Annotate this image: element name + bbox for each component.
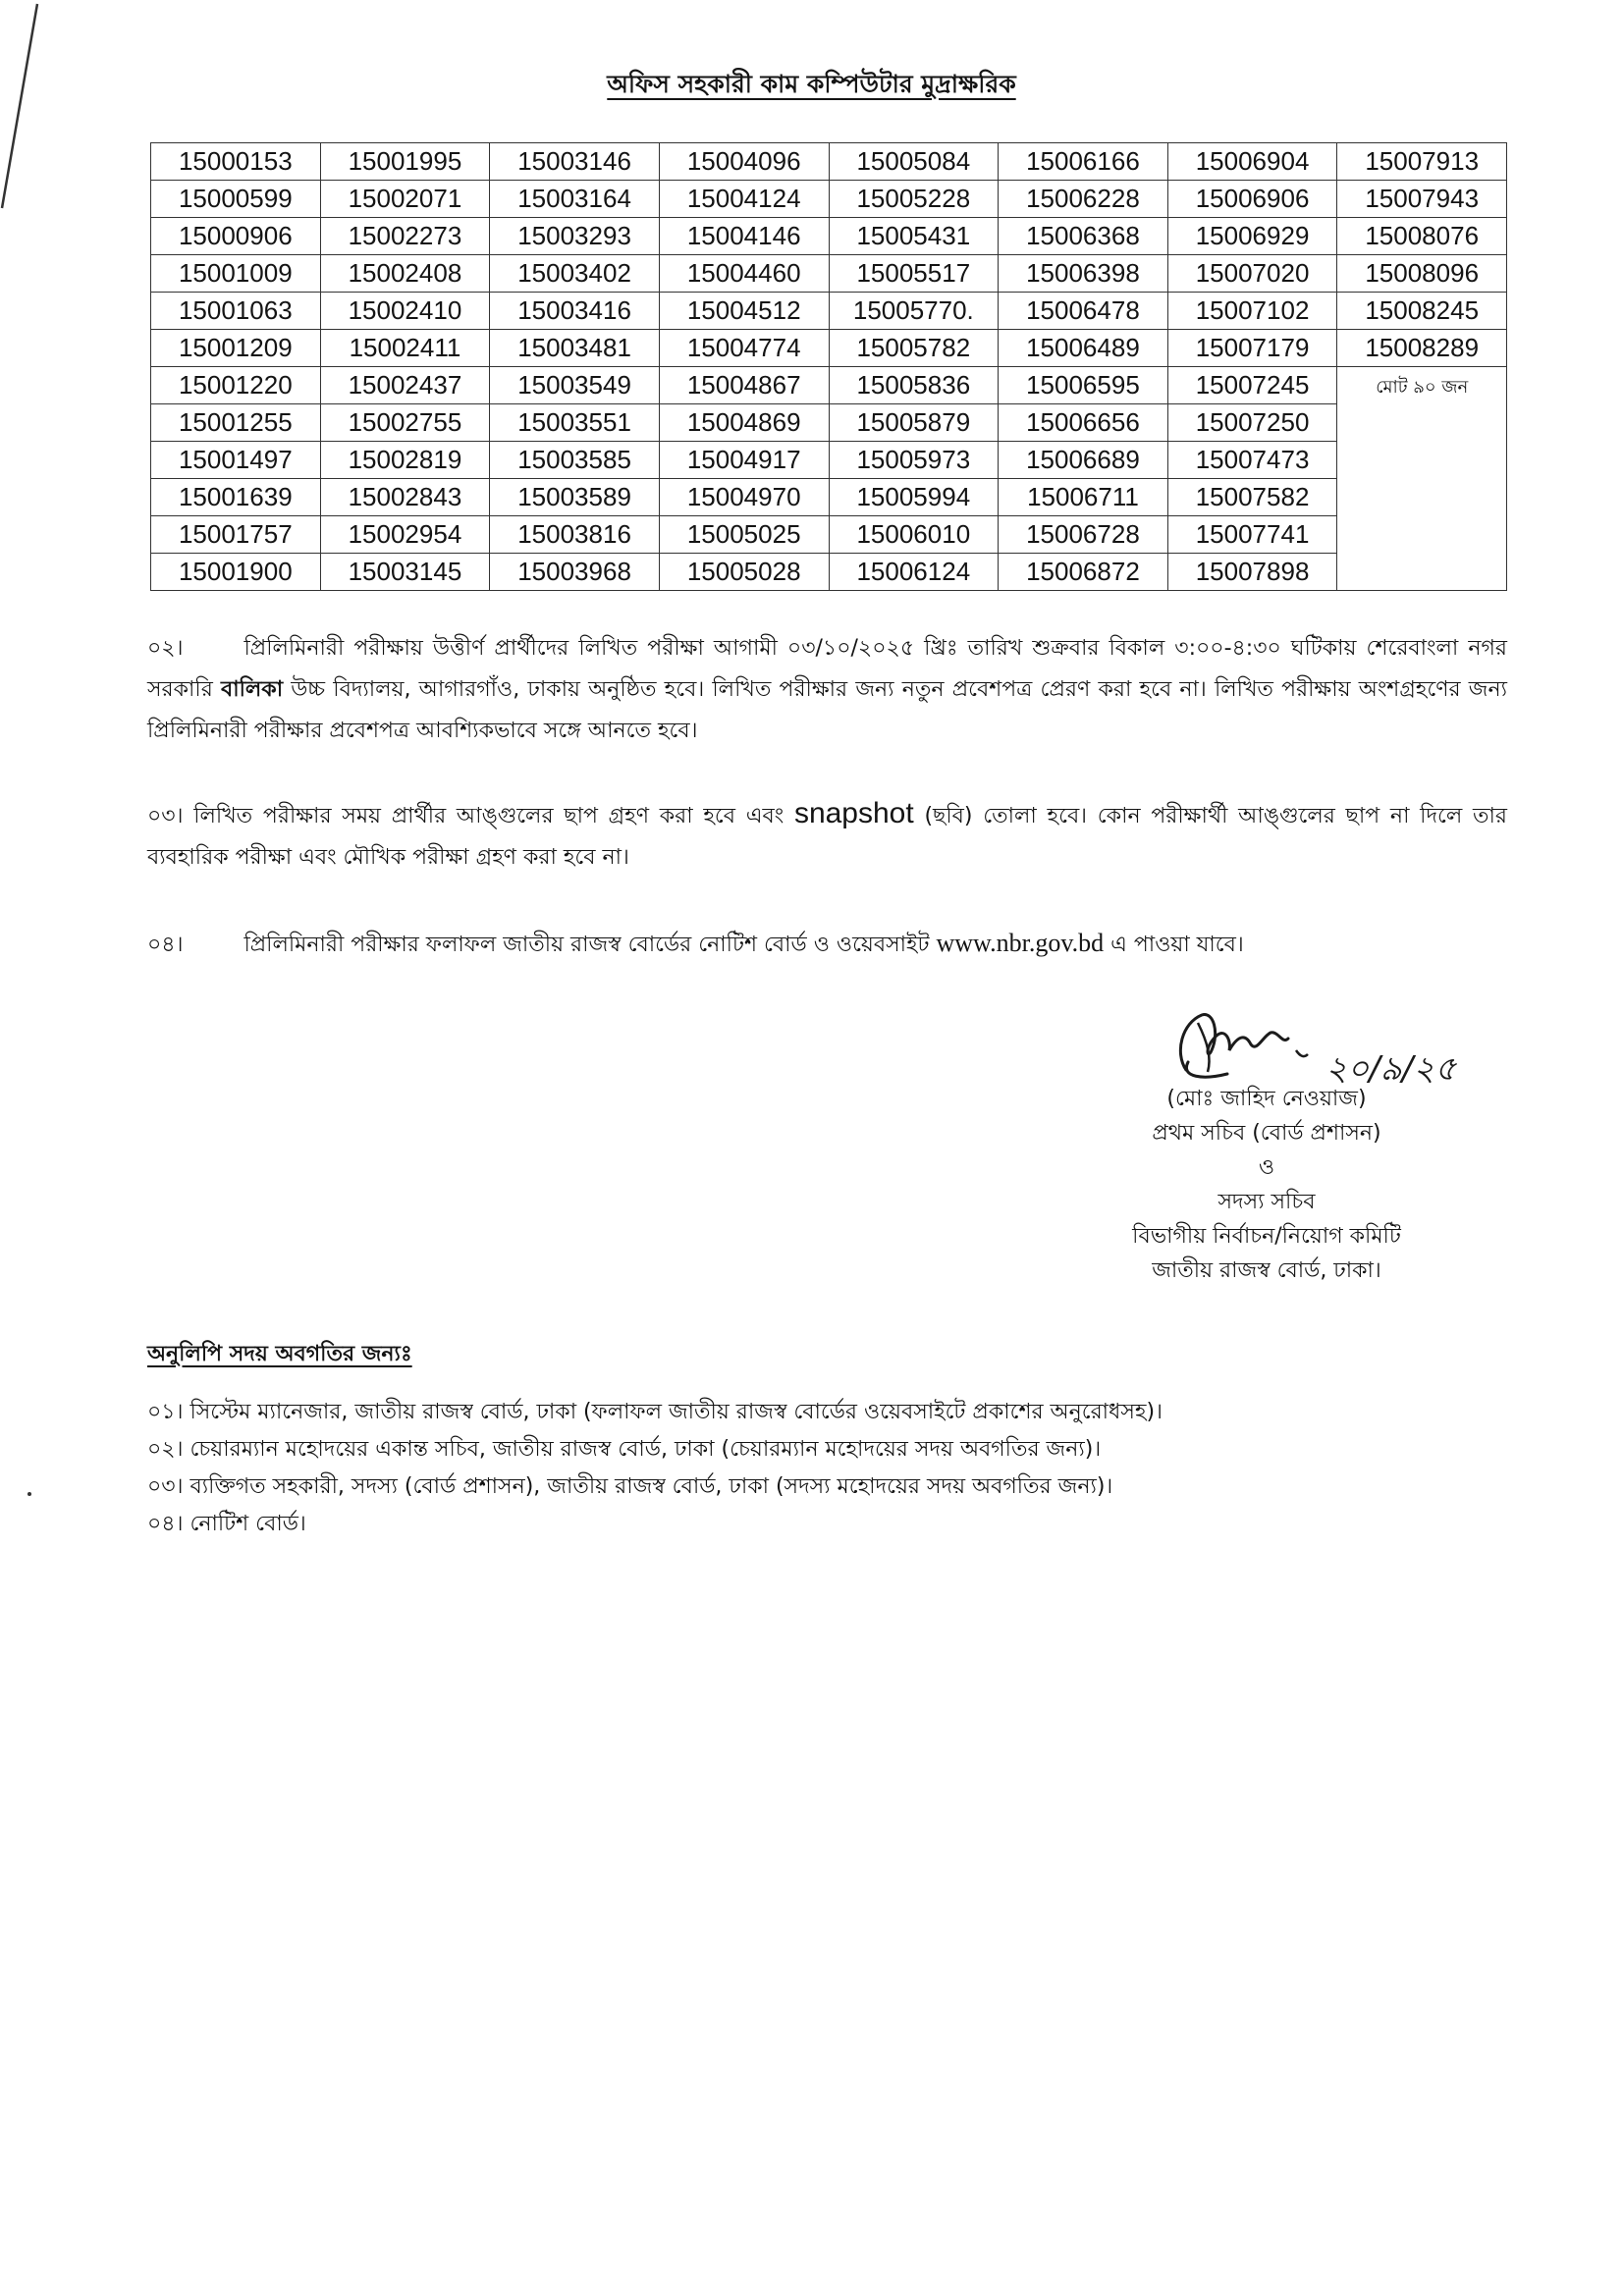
signatory-office: জাতীয় রাজস্ব বোর্ড, ঢাকা।	[1152, 1258, 1381, 1283]
table-row	[151, 181, 1507, 218]
roll-number-cell: 15003146	[490, 143, 660, 181]
roll-number-cell: 15004460	[659, 255, 829, 293]
table-row	[151, 218, 1507, 255]
table-row	[151, 255, 1507, 293]
roll-number-cell: 15001063	[151, 293, 321, 330]
roll-number-cell: 15004917	[659, 442, 829, 479]
table-row	[151, 330, 1507, 367]
roll-number-cell: 15004146	[659, 218, 829, 255]
copy-to-item: ০১। সিস্টেম ম্যানেজার, জাতীয় রাজস্ব বোর্ড, ঢাকা (ফলাফল জাতীয় রাজস্ব বোর্ডের ওয়েবসাইটে প্রকাশের অনুরোধসহ)।	[147, 1400, 1163, 1424]
roll-number-cell: 15003145	[320, 554, 490, 591]
signatory-designation: প্রথম সচিব (বোর্ড প্রশাসন)	[1152, 1121, 1381, 1146]
margin-mark-line	[0, 0, 39, 216]
roll-number-cell: 15006904	[1167, 143, 1337, 181]
roll-number-cell: 15000153	[151, 143, 321, 181]
total-count-cell: মোট ৯০ জন	[1337, 367, 1507, 591]
roll-number-cell: 15003816	[490, 516, 660, 554]
roll-number-cell: 15002273	[320, 218, 490, 255]
roll-number-cell: 15003585	[490, 442, 660, 479]
roll-number-cell: 15006872	[999, 554, 1168, 591]
roll-number-cell: 15003293	[490, 218, 660, 255]
roll-number-cell: 15003968	[490, 554, 660, 591]
roll-number-cell: 15005025	[659, 516, 829, 554]
paragraph-text: প্রিলিমিনারী পরীক্ষার ফলাফল জাতীয় রাজস্ব বোর্ডের নোটিশ বোর্ড ও ওয়েবসাইট	[243, 933, 937, 957]
roll-number-cell: 15005879	[829, 404, 999, 442]
roll-number-cell: 15001900	[151, 554, 321, 591]
roll-number-cell: 15004970	[659, 479, 829, 516]
roll-number-cell: 15006228	[999, 181, 1168, 218]
roll-number-cell: 15001497	[151, 442, 321, 479]
roll-number-cell: 15005431	[829, 218, 999, 255]
roll-number-cell: 15004512	[659, 293, 829, 330]
copy-to-item: ০৩। ব্যক্তিগত সহকারী, সদস্য (বোর্ড প্রশাসন), জাতীয় রাজস্ব বোর্ড, ঢাকা (সদস্য মহোদয়ের সদয় অবগতির জন্য)।	[147, 1474, 1113, 1499]
table-row	[151, 442, 1507, 479]
roll-number-cell: 15003164	[490, 181, 660, 218]
roll-number-cell: 15001209	[151, 330, 321, 367]
roll-number-cell: 15007898	[1167, 554, 1337, 591]
roll-number-cell: 15008076	[1337, 218, 1507, 255]
roll-number-cell: 15004096	[659, 143, 829, 181]
roll-number-cell: 15006166	[999, 143, 1168, 181]
roll-number-cell: 15006728	[999, 516, 1168, 554]
roll-number-cell: 15006711	[999, 479, 1168, 516]
copy-to-item: ০৪। নোটিশ বোর্ড।	[147, 1512, 306, 1536]
signatory-and: ও	[1258, 1155, 1275, 1180]
website-url: www.nbr.gov.bd	[936, 929, 1105, 957]
table-row	[151, 367, 1507, 404]
roll-number-cell: 15007245	[1167, 367, 1337, 404]
roll-number-cell: 15006906	[1167, 181, 1337, 218]
roll-number-cell: 15008096	[1337, 255, 1507, 293]
table-row	[151, 404, 1507, 442]
roll-number-cell: 15006398	[999, 255, 1168, 293]
roll-number-cell: 15006689	[999, 442, 1168, 479]
paragraph-03	[147, 793, 1507, 879]
paragraph-number: ০৪।	[147, 933, 184, 957]
roll-number-cell: 15002954	[320, 516, 490, 554]
roll-number-cell: 15002755	[320, 404, 490, 442]
signature-date: ২০/৯/২৫	[1325, 1049, 1457, 1089]
roll-number-cell: 15001639	[151, 479, 321, 516]
roll-number-cell: 15005973	[829, 442, 999, 479]
paragraph-text: (ছবি) তোলা হবে। কোন পরীক্ষার্থী আঙ্গুলের ছাপ না দিলে তার ব্যবহারিক পরীক্ষা এবং মৌখিক পরীক্ষা গ্রহণ করা হবে না।	[147, 804, 1507, 870]
roll-number-cell: 15003402	[490, 255, 660, 293]
copy-to-item: ০২। চেয়ারম্যান মহোদয়ের একান্ত সচিব, জাতীয় রাজস্ব বোর্ড, ঢাকা (চেয়ারম্যান মহোদয়ের সদয় অবগতির জন্য)।	[147, 1437, 1102, 1462]
roll-number-cell: 15006010	[829, 516, 999, 554]
paragraph-number: ০৩।	[147, 804, 184, 828]
paragraph-text: প্রিলিমিনারী পরীক্ষায় উত্তীর্ণ প্রার্থীদের লিখিত পরীক্ষা আগামী ০৩/১০/২০২৫ খ্রিঃ তারিখ শুক্রবার বিকাল ৩:০০-৪:৩০ ঘটিকায় শেরেবাংলা নগর সরকারি	[147, 636, 1507, 702]
roll-number-cell: 15006124	[829, 554, 999, 591]
roll-number-cell: 15003416	[490, 293, 660, 330]
copy-to-heading: অনুলিপি সদয় অবগতির জন্যঃ	[147, 1342, 412, 1366]
roll-number-cell: 15006595	[999, 367, 1168, 404]
roll-number-cell: 15003481	[490, 330, 660, 367]
table-row	[151, 143, 1507, 181]
roll-number-cell: 15006929	[1167, 218, 1337, 255]
signatory-committee: বিভাগীয় নির্বাচন/নিয়োগ কমিটি	[1132, 1224, 1401, 1249]
roll-number-cell: 15002437	[320, 367, 490, 404]
roll-number-cell: 15008289	[1337, 330, 1507, 367]
roll-number-cell: 15002411	[320, 330, 490, 367]
roll-number-cell: 15005228	[829, 181, 999, 218]
copy-to-list	[147, 1394, 1507, 1543]
signatory-role: সদস্য সচিব	[1217, 1190, 1316, 1214]
roll-number-cell: 15002843	[320, 479, 490, 516]
roll-number-cell: 15007913	[1337, 143, 1507, 181]
roll-number-cell: 15004869	[659, 404, 829, 442]
roll-number-cell: 15005770.	[829, 293, 999, 330]
roll-number-cell: 15003551	[490, 404, 660, 442]
roll-number-cell: 15002408	[320, 255, 490, 293]
paragraph-text: এ পাওয়া যাবে।	[1104, 933, 1244, 957]
scan-speck	[27, 1492, 31, 1496]
roll-number-cell: 15004867	[659, 367, 829, 404]
roll-number-cell: 15006489	[999, 330, 1168, 367]
roll-number-cell: 15005517	[829, 255, 999, 293]
roll-number-cell: 15001255	[151, 404, 321, 442]
table-row	[151, 479, 1507, 516]
page-title: অফিস সহকারী কাম কম্পিউটার মুদ্রাক্ষরিক	[607, 70, 1016, 98]
roll-number-cell: 15002071	[320, 181, 490, 218]
signatory-name: (মোঃ জাহিদ নেওয়াজ)	[1166, 1087, 1367, 1111]
roll-number-cell: 15001757	[151, 516, 321, 554]
roll-number-cell: 15005994	[829, 479, 999, 516]
roll-number-cell: 15008245	[1337, 293, 1507, 330]
signatory-block	[1060, 1082, 1473, 1288]
roll-number-cell: 15004124	[659, 181, 829, 218]
paragraph-bold-text: বালিকা	[221, 677, 284, 702]
roll-number-cell: 15002819	[320, 442, 490, 479]
table-row	[151, 554, 1507, 591]
paragraph-04	[147, 923, 1507, 966]
roll-number-cell: 15001220	[151, 367, 321, 404]
roll-number-cell: 15007943	[1337, 181, 1507, 218]
snapshot-term: snapshot	[793, 797, 914, 829]
roll-number-cell: 15002410	[320, 293, 490, 330]
roll-number-cell: 15000906	[151, 218, 321, 255]
roll-number-cell: 15003589	[490, 479, 660, 516]
roll-number-cell: 15000599	[151, 181, 321, 218]
paragraph-02	[147, 628, 1507, 752]
roll-number-cell: 15005836	[829, 367, 999, 404]
roll-number-cell: 15007102	[1167, 293, 1337, 330]
roll-number-cell: 15007741	[1167, 516, 1337, 554]
roll-number-cell: 15001995	[320, 143, 490, 181]
roll-number-cell: 15003549	[490, 367, 660, 404]
roll-number-cell: 15006368	[999, 218, 1168, 255]
paragraph-text: লিখিত পরীক্ষার সময় প্রার্থীর আঙ্গুলের ছাপ গ্রহণ করা হবে এবং	[193, 804, 794, 828]
roll-number-cell: 15005028	[659, 554, 829, 591]
roll-number-cell: 15001009	[151, 255, 321, 293]
roll-number-cell: 15007473	[1167, 442, 1337, 479]
roll-number-cell: 15007582	[1167, 479, 1337, 516]
paragraph-text: উচ্চ বিদ্যালয়, আগারগাঁও, ঢাকায় অনুষ্ঠিত হবে। লিখিত পরীক্ষার জন্য নতুন প্রবেশপত্র প্রেরণ করা হবে না। লিখিত পরীক্ষায় অংশগ্রহণের জন্য প্রিলিমিনারী পরীক্ষার প্রবেশপত্র আবশ্যিকভাবে সঙ্গে আনতে হবে।	[147, 677, 1507, 743]
table-row	[151, 516, 1507, 554]
roll-number-cell: 15006478	[999, 293, 1168, 330]
roll-number-table	[150, 142, 1507, 591]
roll-number-cell: 15007179	[1167, 330, 1337, 367]
roll-number-cell: 15004774	[659, 330, 829, 367]
roll-number-cell: 15005782	[829, 330, 999, 367]
roll-number-cell: 15006656	[999, 404, 1168, 442]
paragraph-number: ০২।	[147, 636, 184, 661]
roll-number-cell: 15007020	[1167, 255, 1337, 293]
table-row	[151, 293, 1507, 330]
roll-number-cell: 15007250	[1167, 404, 1337, 442]
roll-number-cell: 15005084	[829, 143, 999, 181]
